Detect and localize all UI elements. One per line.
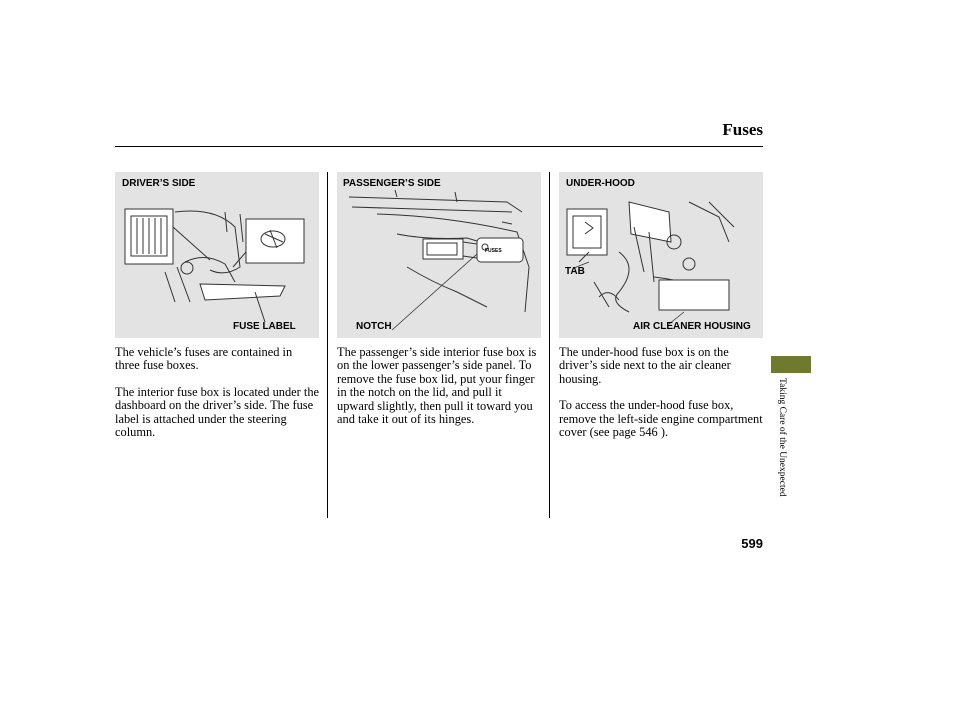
- paragraph: The vehicle’s fuses are contained in three fuse boxes.: [115, 345, 293, 373]
- passengers-side-heading: PASSENGER’S SIDE: [343, 178, 441, 189]
- figure-under-hood: [559, 172, 763, 338]
- section-tab: [771, 356, 811, 373]
- notch-callout: NOTCH: [356, 321, 392, 332]
- drivers-side-illustration: [115, 172, 319, 338]
- fuses-box-text: FUSES: [485, 248, 502, 254]
- paragraph: To access the under-hood fuse box, remove the left-side engine compartment cover (see page 546 ).: [559, 398, 763, 440]
- column-divider-1: [327, 172, 328, 518]
- paragraph: The under-hood fuse box is on the driver’s side next to the air cleaner housing.: [559, 345, 731, 386]
- air-cleaner-callout: AIR CLEANER HOUSING: [633, 321, 751, 332]
- paragraph: The passenger’s side interior fuse box is on the lower passenger’s side panel. To remove the fuse box lid, put your finger in the notch on the lid, and pull it upward slightly, then pull it toward you and take it out of its hinges.: [337, 345, 537, 427]
- passengers-side-illustration: [337, 172, 541, 338]
- page-number: 599: [741, 536, 763, 551]
- tab-callout: TAB: [565, 266, 585, 277]
- under-hood-heading: UNDER-HOOD: [566, 178, 635, 189]
- column-3-text: [559, 346, 764, 452]
- column-2-text: [337, 346, 542, 439]
- column-divider-2: [549, 172, 550, 518]
- header-rule: [115, 146, 763, 147]
- section-label: Taking Care of the Unexpected: [777, 378, 787, 497]
- under-hood-illustration: [559, 172, 763, 338]
- figure-drivers-side: [115, 172, 319, 338]
- fuse-label-callout: FUSE LABEL: [233, 321, 296, 332]
- page-title: Fuses: [722, 120, 763, 139]
- figure-passengers-side: [337, 172, 541, 338]
- paragraph: The interior fuse box is located under the dashboard on the driver’s side. The fuse label is attached under the steering column.: [115, 384, 320, 440]
- drivers-side-heading: DRIVER’S SIDE: [122, 178, 196, 189]
- column-1-text: [115, 346, 320, 452]
